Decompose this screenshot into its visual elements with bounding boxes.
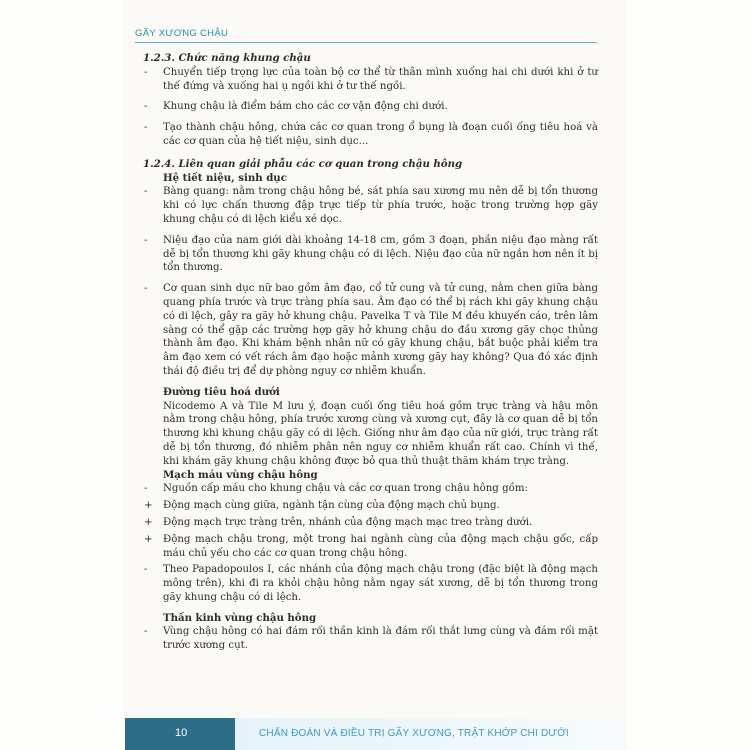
subsection-heading: Hệ tiết niệu, sinh dục <box>163 171 287 184</box>
list-item <box>143 100 598 114</box>
paragraph: Nicodemo A và Tile M lưu ý, đoạn cuối ống tiêu hoá gồm trực tràng và hậu môn nằm trong chậu hông, phía trước xương cùng và xương cụt, đây là cơ quan dễ bị tổn thương khi khung chậu gãy có di lệch. Giống như âm đạo của nữ giới, trực tràng rất dễ bị tổn thương, đó nhiễm phân nên nguy cơ nhiễm khuẩn rất cao. Chính vì thế, khi khám gãy khung chậu không được bỏ qua thủ thuật thăm khám trực tràng. <box>163 400 598 467</box>
list-item-text: Nguồn cấp máu cho khung chậu và các cơ quan trong chậu hông gồm: <box>163 483 528 495</box>
list-item-text: Động mạch cùng giữa, ngành tận cùng của động mạch chủ bụng. <box>163 500 500 512</box>
list-item <box>143 282 598 379</box>
list-item-text: Chuyển tiếp trọng lực của toàn bộ cơ thể từ thân mình xuống hai chi dưới khi ở tư thế đứng và xuống hai ụ ngồi khi ở tư thế ngồi. <box>163 66 598 92</box>
list-item-text: Động mạch chậu trong, một trong hai ngành cùng của động mạch chậu gốc, cấp máu chủ yếu cho các cơ quan trong chậu hông. <box>163 533 598 559</box>
list-item <box>143 66 598 94</box>
list-item-text: Niệu đạo của nam giới dài khoảng 14-18 cm, gồm 3 đoạn, phần niệu đạo màng rất dễ bị tổn thương khi gãy khung chậu có di lệch. Niệu đạo của nữ ngắn hơn nên ít bị tổn thương. <box>163 234 598 274</box>
list-item <box>143 185 598 226</box>
bullet: - <box>144 66 148 78</box>
bullet: + <box>144 500 153 512</box>
bullet: - <box>144 283 148 295</box>
book-page <box>125 0 625 750</box>
list-item <box>143 625 598 653</box>
subsection-heading: Đường tiêu hoá dưới <box>163 385 280 398</box>
page-body <box>143 52 598 660</box>
subsection-heading: Mạch máu vùng chậu hông <box>163 468 318 481</box>
list-item-text: Theo Papadopoulos I, các nhánh của động mạch chậu trong (đặc biệt là động mạch mông trên), khi đi ra khỏi chậu hông nằm ngay sát xương, dễ bị tổn thương trong gãy khung chậu có di lệch. <box>163 564 598 603</box>
list-item <box>143 482 598 496</box>
page-number: 10 <box>175 727 188 739</box>
list-item <box>143 516 598 530</box>
bullet: + <box>144 516 153 528</box>
list-item-text: Bàng quang: nằm trong chậu hông bé, sát phía sau xương mu nên dễ bị tổn thương khi có lực chấn thương đập trực tiếp từ phía trước, hoặc trong trường hợp gãy khung chậu có di lệch kiểu xé dọc. <box>163 186 598 225</box>
list-item <box>143 121 598 149</box>
footer-title-band <box>235 718 625 750</box>
book-title: CHẨN ĐOÁN VÀ ĐIỀU TRỊ GÃY XƯƠNG, TRẬT KHỚP CHI DƯỚI <box>259 728 569 739</box>
list-item-text: Vùng chậu hông có hai đám rối thần kinh là đám rối thắt lưng cùng và đám rối mặt trước xương cụt. <box>163 626 598 652</box>
list-item-text: Động mạch trực tràng trên, nhánh của động mạch mạc treo tràng dưới. <box>163 516 533 528</box>
bullet: - <box>144 122 148 134</box>
list-item-text: Khung chậu là điểm bám cho các cơ vận động chi dưới. <box>163 101 448 113</box>
section-heading: 1.2.4. Liên quan giải phẫu các cơ quan trong chậu hông <box>143 157 463 170</box>
bullet: - <box>144 626 148 638</box>
list-item <box>143 533 598 561</box>
running-header: GÃY XƯƠNG CHẬU <box>135 28 229 39</box>
subsection-heading: Thần kinh vùng chậu hông <box>163 611 317 624</box>
section-heading: 1.2.3. Chức năng khung chậu <box>143 52 311 64</box>
bullet: - <box>144 186 148 198</box>
list-item <box>143 234 598 275</box>
bullet: - <box>144 101 148 113</box>
bullet: - <box>144 564 148 576</box>
list-item-text: Tạo thành chậu hông, chứa các cơ quan trong ổ bụng là đoạn cuối ống tiêu hoá và các cơ quan của hệ tiết niệu, sinh dục... <box>163 122 598 147</box>
list-item <box>143 499 598 513</box>
list-item-text: Cơ quan sinh dục nữ bao gồm âm đạo, cổ tử cung và tử cung, nằm chen giữa bàng quang phía trước và trực tràng phía sau. Âm đạo có thể bị rách khi gãy khung chậu có di lệch, gây ra gãy hở khung chậu. Pavelka T và Tile M đều khuyến cáo, trên lâm sàng có thể gặp các trường hợp gãy hở khung chậu do đầu xương gãy chọc thủng thành âm đạo. Khi khám bệnh nhân nữ có gãy khung chậu, bắt buộc phải kiểm tra âm đạo xem có vết rách âm đạo hoặc mảnh xương gãy hay không? Qua đó xác định thái độ điều trị để dự phòng nguy cơ nhiễm khuẩn. <box>163 283 598 377</box>
page-footer <box>125 718 625 750</box>
bullet: + <box>144 533 153 545</box>
page-number-band <box>125 718 235 750</box>
bullet: - <box>144 483 148 495</box>
list-item <box>143 563 598 604</box>
header-divider <box>135 42 597 43</box>
bullet: - <box>144 234 148 246</box>
